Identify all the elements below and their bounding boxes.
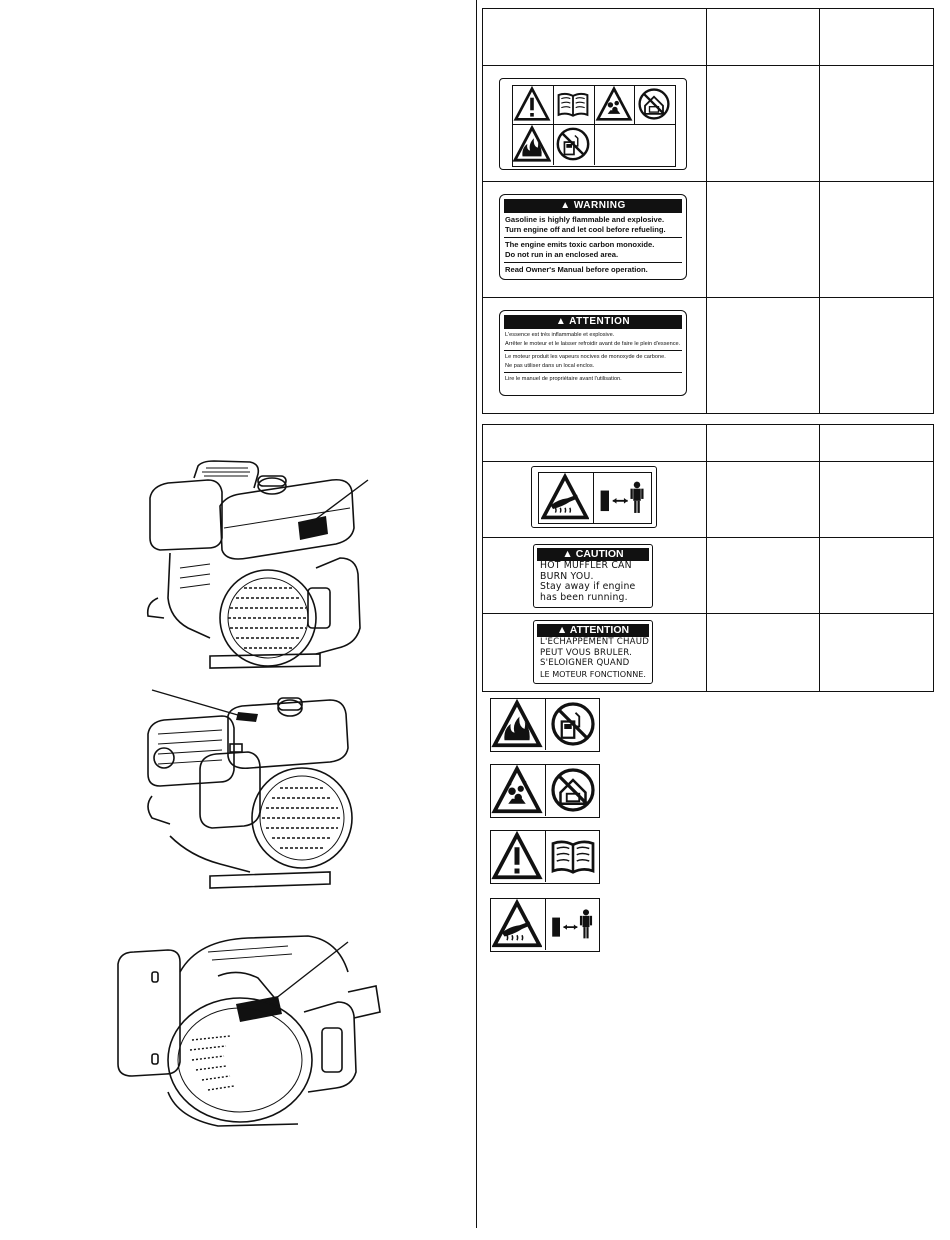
table-cell [819,462,934,537]
table-cell [819,182,934,297]
attention-line: Le moteur produit les vapeurs nocives de monoxyde de carbone. [505,354,666,360]
warning-group [504,213,682,238]
legend-item-fire [490,698,600,752]
label-cell [483,298,706,413]
label-cell [483,462,706,537]
table-cell [706,614,820,691]
header-cell [483,425,706,461]
warning-label [499,194,687,280]
hot-surface-icon [491,899,546,950]
label-cell [483,614,706,691]
header-cell [706,425,820,461]
label-cell [483,538,706,613]
legend-item-hot-surface [490,898,600,952]
page-divider [476,0,477,1228]
no-refuel-running-icon [554,125,595,165]
attention-heading: ▲ ATTENTION [504,315,682,329]
warning-line: Do not run in an enclosed area. [505,250,619,259]
fire-icon [513,125,554,165]
attention-heading: ▲ ATTENTION [537,624,649,637]
attention-line: Ne pas utiliser dans un local enclos. [505,362,595,369]
header-cell [819,9,934,65]
toxic-gas-icon [595,86,635,125]
table-row [482,614,934,692]
attention-group [504,329,682,351]
warning-line: Turn engine off and let cool before refueling. [505,225,666,234]
no-refuel-running-icon [547,699,599,750]
header-cell [819,425,934,461]
header-cell [483,9,706,65]
warning-line: Gasoline is highly flammable and explosive. [505,215,665,224]
table-cell [819,66,934,181]
warning-line: Read Owner's Manual before operation. [505,265,648,274]
table-cell [819,298,934,413]
no-enclosed-space-icon [547,765,599,816]
manual-icon [547,831,599,882]
hot-surface-icon [539,473,594,523]
attention-group [504,351,682,373]
engine-illustration-2 [130,686,360,896]
table-cell [706,182,820,297]
attention-line: Arrêter le moteur et le laisser refroidir avant de faire le plein d'essence. [505,340,681,347]
pictogram-label-combo [499,78,687,170]
caution-line: has been running. [540,591,628,603]
icon-frame [512,85,676,167]
toxic-gas-icon [491,765,546,816]
keep-distance-icon [547,901,599,948]
table-header-row [482,424,934,462]
hot-surface-pictogram-label [531,466,657,528]
engine-illustration-1 [140,458,380,673]
table-cell [819,538,934,613]
caution-line: HOT MUFFLER CAN [540,560,632,571]
fire-icon [491,699,546,750]
icon-frame [538,472,652,524]
caution-line: BURN YOU. [540,570,594,582]
table-header-row [482,8,934,66]
warning-heading: ▲ WARNING [504,199,682,213]
manual-icon [554,86,595,125]
label-cell [483,182,706,297]
warning-line: The engine emits toxic carbon monoxide. [505,240,655,249]
table-row [482,462,934,538]
table-cell [706,66,820,181]
attention-label-french [499,310,687,396]
attention-line: Lire le manuel de propriétaire avant l'utilisation. [505,376,622,382]
no-enclosed-space-icon [635,86,675,125]
table-cell [706,538,820,613]
table-cell [706,298,820,413]
caution-line: Stay away if engine [540,581,636,592]
table-row [482,298,934,414]
header-cell [706,9,820,65]
attention-line: L'ECHAPPEMENT CHAUD [540,637,650,647]
label-table-2 [482,424,934,692]
legend-item-toxic-gas [490,764,600,818]
caution-heading: ▲ CAUTION [537,548,649,561]
legend-item-read-manual [490,830,600,884]
table-row [482,66,934,182]
engine-illustration-3 [108,932,390,1132]
warning-icon [513,86,554,125]
attention-line: L'essence est très inflammable et explosive. [505,332,615,338]
table-cell [819,614,934,691]
attention-line: S'ELOIGNER QUAND [540,658,630,668]
warning-icon [491,831,546,882]
table-row [482,538,934,614]
label-table-1 [482,8,934,414]
warning-group [504,238,682,263]
caution-label [533,544,653,608]
table-cell [706,462,820,537]
attention-line: LE MOTEUR FONCTIONNE. [540,668,646,679]
label-cell [483,66,706,181]
table-row [482,182,934,298]
keep-distance-icon [595,475,651,521]
attention-line: PEUT VOUS BRULER. [540,647,633,658]
attention-hot-muffler-label [533,620,653,684]
